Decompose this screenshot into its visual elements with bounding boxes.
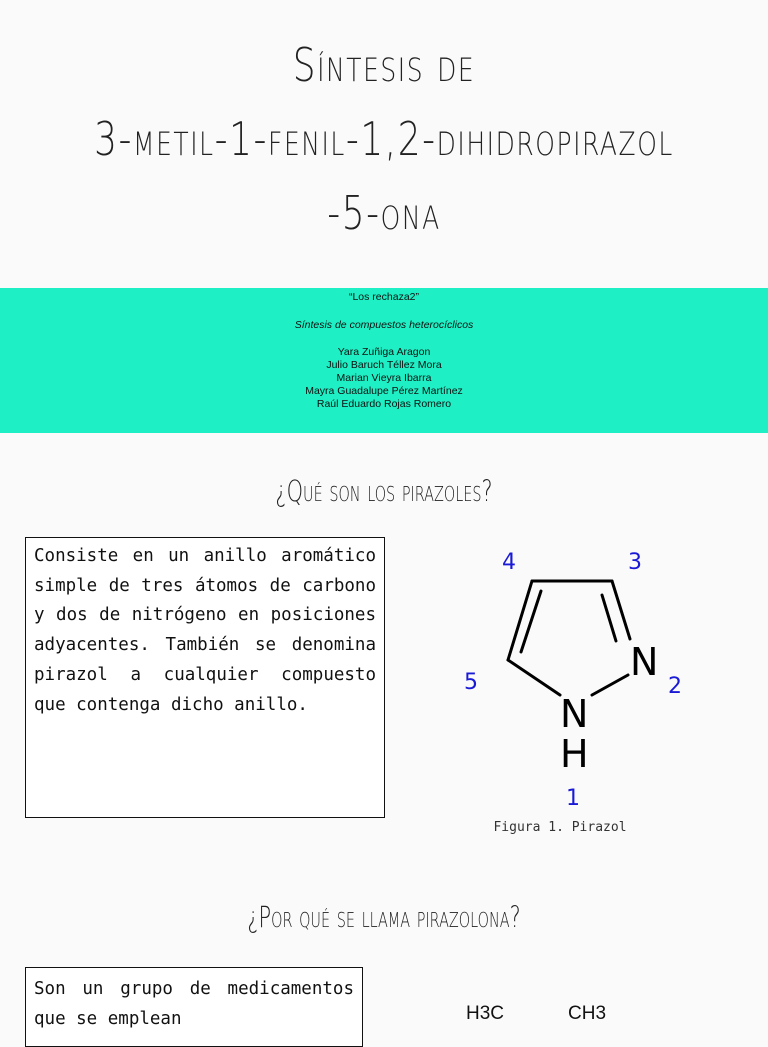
group-h3c: H3C	[466, 1003, 505, 1024]
section-heading-pirazolona: ¿Por qué se llama pirazolona?	[247, 900, 521, 934]
page-title	[84, 28, 683, 250]
position-label-1: 1	[566, 786, 580, 811]
pirazolona-description-text: Son un grupo de medicamentos que se emplean	[34, 979, 354, 1029]
atom-n1: N	[560, 692, 589, 736]
pirazolona-structure-diagram	[460, 995, 660, 1035]
position-label-5: 5	[464, 670, 478, 695]
bond-c5-c4	[508, 581, 532, 660]
author-name: Julio Baruch Téllez Mora	[326, 359, 442, 371]
section-heading-pirazoles: ¿Qué son los pirazoles?	[275, 474, 493, 508]
author-banner	[0, 288, 768, 433]
author-name: Raúl Eduardo Rojas Romero	[316, 398, 452, 410]
pirazolona-description-box	[25, 967, 363, 1047]
bond-c3-n2	[612, 581, 630, 639]
position-label-4: 4	[502, 550, 516, 575]
bond-c3-n2-double	[602, 595, 616, 641]
atom-h: H	[560, 732, 589, 776]
title-line-3: -5-ona	[327, 186, 441, 240]
author-name: Yara Zuñiga Aragon	[337, 346, 431, 358]
atom-n2: N	[630, 640, 659, 684]
bond-n1-c5	[508, 660, 560, 695]
author-name: Mayra Guadalupe Pérez Martínez	[305, 385, 463, 397]
title-line-2: 3-metil-1-fenil-1,2-dihidropirazol	[94, 112, 674, 166]
pirazol-definition-box	[25, 537, 385, 818]
position-label-3: 3	[628, 550, 642, 575]
team-name: “Los rechaza2”	[348, 291, 420, 303]
pirazol-definition-text: Consiste en un anillo aromático simple de tres átomos de carbono y dos de nitrógeno en posiciones adyacentes. También se denomina pirazol a cualquier compuesto que contenga dicho anillo.	[34, 546, 376, 715]
author-list	[0, 346, 768, 411]
bond-n2-n1	[592, 675, 628, 695]
banner-subtitle: Síntesis de compuestos heterocíclicos	[294, 319, 474, 331]
pyrazole-structure-diagram	[440, 535, 720, 815]
author-name: Marian Vieyra Ibarra	[336, 372, 432, 384]
figure-caption: Figura 1. Pirazol	[493, 820, 627, 835]
group-ch3: CH3	[568, 1003, 607, 1024]
position-label-2: 2	[668, 674, 682, 699]
title-line-1: Síntesis de	[292, 38, 476, 92]
bond-c5-c4-double	[521, 591, 541, 652]
